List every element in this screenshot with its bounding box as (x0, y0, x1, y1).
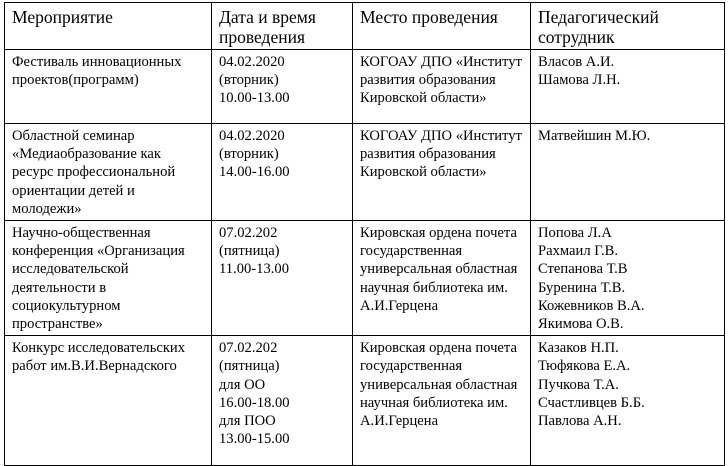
staff-name: Казаков Н.П. (538, 340, 619, 357)
place-cell: КОГОАУ ДПО «Институт развития образования Кировской области» (353, 50, 531, 124)
table-row (5, 221, 725, 336)
date-line: 16.00-18.00 (219, 394, 290, 411)
staff-name: Степанова Т.В (538, 261, 628, 278)
staff-name: Шамова Л.Н. (538, 72, 621, 89)
date-line: 04.02.2020 (219, 54, 285, 70)
staff-cell (531, 221, 725, 336)
header-place: Место проведения (353, 3, 531, 50)
date-line: для ОО (219, 376, 266, 393)
place-cell: Кировская ордена почета государственная универсальная областная научная библиотека им. А.И.Герцена (353, 336, 531, 466)
date-line: 04.02.2020 (219, 128, 285, 144)
date-cell (212, 336, 353, 466)
date-line: 11.00-13.00 (219, 261, 289, 278)
staff-name: Тюфякова Е.А. (538, 358, 631, 375)
date-line: (вторник) (219, 72, 279, 89)
event-cell: Областной семинар «Медиаобразование как ресурс профессиональной ориентации детей и молодежи» (5, 124, 212, 221)
date-cell (212, 50, 353, 124)
staff-name: Павлова А.Н. (538, 413, 622, 430)
staff-name: Матвейшин М.Ю. (538, 128, 651, 144)
header-staff: Педагогический сотрудник (531, 3, 725, 50)
staff-cell (531, 336, 725, 466)
header-row (5, 3, 725, 50)
staff-name: Буренина Т.В. (538, 279, 626, 296)
table-row (5, 336, 725, 466)
event-cell: Конкурс исследовательских работ им.В.И.Вернадского (5, 336, 212, 466)
date-line: 07.02.202 (219, 340, 278, 357)
date-line: 14.00-16.00 (219, 164, 290, 181)
date-line: (вторник) (219, 146, 279, 163)
header-date: Дата и время проведения (212, 3, 353, 50)
date-line: для ПОО (219, 413, 276, 430)
place-cell: КОГОАУ ДПО «Институт развития образования Кировской области» (353, 124, 531, 221)
staff-name: Счастливцев Б.Б. (538, 394, 645, 411)
date-line: 13.00-15.00 (219, 431, 290, 448)
staff-name: Кожевников В.А. (538, 297, 645, 314)
date-line: (пятница) (219, 358, 280, 375)
table-row (5, 50, 725, 124)
date-line: 10.00-13.00 (219, 90, 290, 107)
staff-name: Рахмаил Г.В. (538, 243, 619, 260)
place-cell: Кировская ордена почета государственная универсальная областная научная библиотека им. А.И.Герцена (353, 221, 531, 336)
table-row (5, 124, 725, 221)
date-cell (212, 124, 353, 221)
staff-name: Попова Л.А (538, 225, 612, 242)
date-cell (212, 221, 353, 336)
event-cell: Фестиваль инновационных проектов(программ) (5, 50, 212, 124)
event-cell: Научно-общественная конференция «Организация исследовательской деятельности в социокультурном пространстве» (5, 221, 212, 336)
staff-cell (531, 50, 725, 124)
header-event: Мероприятие (5, 3, 212, 50)
staff-name: Власов А.И. (538, 54, 615, 70)
date-line: 07.02.202 (219, 225, 278, 242)
events-table (4, 2, 725, 466)
staff-name: Якимова О.В. (538, 316, 624, 333)
date-line: (пятница) (219, 243, 280, 260)
staff-name: Пучкова Т.А. (538, 376, 619, 393)
staff-cell (531, 124, 725, 221)
